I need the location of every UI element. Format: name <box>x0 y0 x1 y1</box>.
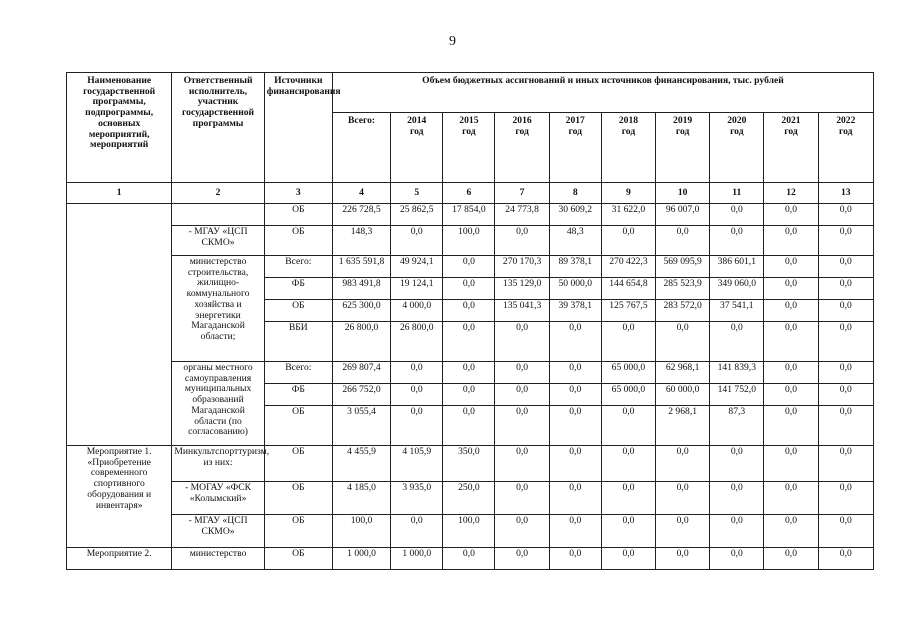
header-total: Всего: <box>332 113 390 183</box>
cell-value: 100,0 <box>443 226 495 256</box>
cell-value: 96 007,0 <box>656 204 710 226</box>
cell-total: 226 728,5 <box>332 204 390 226</box>
column-number: 6 <box>443 183 495 204</box>
column-number: 3 <box>264 183 332 204</box>
cell-value: 0,0 <box>549 548 601 570</box>
cell-total: 625 300,0 <box>332 300 390 322</box>
cell-value: 0,0 <box>710 226 764 256</box>
column-number: 4 <box>332 183 390 204</box>
cell-value: 37 541,1 <box>710 300 764 322</box>
cell-value: 31 622,0 <box>601 204 655 226</box>
cell-value: 0,0 <box>443 322 495 362</box>
table-row <box>67 256 874 278</box>
header-year-2014: 2014 год <box>391 113 443 183</box>
cell-value: 0,0 <box>495 362 549 384</box>
cell-value: 0,0 <box>549 384 601 406</box>
cell-value: 386 601,1 <box>710 256 764 278</box>
cell-value: 0,0 <box>601 446 655 482</box>
cell-value: 0,0 <box>391 362 443 384</box>
cell-value: 65 000,0 <box>601 384 655 406</box>
cell-value: 4 000,0 <box>391 300 443 322</box>
column-number: 8 <box>549 183 601 204</box>
cell-source: ОБ <box>264 226 332 256</box>
cell-value: 141 752,0 <box>710 384 764 406</box>
table-row <box>67 362 874 384</box>
column-number: 11 <box>710 183 764 204</box>
cell-value: 0,0 <box>818 322 873 362</box>
cell-value: 0,0 <box>391 226 443 256</box>
cell-value: 135 041,3 <box>495 300 549 322</box>
cell-total: 269 807,4 <box>332 362 390 384</box>
cell-value: 2 968,1 <box>656 406 710 446</box>
cell-value: 1 000,0 <box>391 548 443 570</box>
cell-value: 0,0 <box>764 548 818 570</box>
cell-total: 983 491,8 <box>332 278 390 300</box>
cell-value: 0,0 <box>549 446 601 482</box>
cell-executor: органы местного самоуправления муниципальных образований Магаданской области (по согласованию) <box>172 362 264 446</box>
cell-value: 0,0 <box>443 362 495 384</box>
cell-value: 0,0 <box>710 446 764 482</box>
cell-value: 0,0 <box>764 384 818 406</box>
cell-total: 4 185,0 <box>332 482 390 515</box>
header-year-2021: 2021 год <box>764 113 818 183</box>
cell-total: 1 635 591,8 <box>332 256 390 278</box>
cell-source: ОБ <box>264 204 332 226</box>
cell-value: 0,0 <box>549 482 601 515</box>
cell-value: 0,0 <box>495 482 549 515</box>
cell-value: 270 422,3 <box>601 256 655 278</box>
cell-value: 285 523,9 <box>656 278 710 300</box>
cell-value: 0,0 <box>818 482 873 515</box>
column-number-row <box>67 183 874 204</box>
column-number: 7 <box>495 183 549 204</box>
cell-value: 0,0 <box>764 362 818 384</box>
cell-executor: Минкультспорттуризм, из них: <box>172 446 264 482</box>
column-number: 10 <box>656 183 710 204</box>
cell-value: 144 654,8 <box>601 278 655 300</box>
cell-value: 250,0 <box>443 482 495 515</box>
cell-value: 0,0 <box>764 446 818 482</box>
cell-value: 26 800,0 <box>391 322 443 362</box>
cell-value: 0,0 <box>818 204 873 226</box>
cell-value: 125 767,5 <box>601 300 655 322</box>
cell-value: 0,0 <box>818 515 873 548</box>
cell-value: 0,0 <box>443 406 495 446</box>
cell-value: 0,0 <box>818 278 873 300</box>
cell-value: 0,0 <box>818 300 873 322</box>
cell-value: 0,0 <box>443 278 495 300</box>
cell-value: 0,0 <box>495 322 549 362</box>
cell-value: 0,0 <box>818 446 873 482</box>
cell-value: 0,0 <box>601 515 655 548</box>
budget-table <box>66 72 874 570</box>
cell-value: 48,3 <box>549 226 601 256</box>
cell-value: 0,0 <box>495 226 549 256</box>
cell-value: 49 924,1 <box>391 256 443 278</box>
cell-value: 270 170,3 <box>495 256 549 278</box>
cell-value: 100,0 <box>443 515 495 548</box>
cell-value: 0,0 <box>818 548 873 570</box>
header-year-2022: 2022 год <box>818 113 873 183</box>
cell-executor <box>172 204 264 226</box>
cell-program-name: Мероприятие 2. <box>67 548 172 570</box>
cell-value: 30 609,2 <box>549 204 601 226</box>
cell-value: 0,0 <box>710 515 764 548</box>
header-executor: Ответственный исполнитель, участник государственной программы <box>172 73 264 183</box>
header-year-2015: 2015 год <box>443 113 495 183</box>
cell-value: 283 572,0 <box>656 300 710 322</box>
table-row <box>67 446 874 482</box>
table-row <box>67 548 874 570</box>
header-name: Наименование государственной программы, подпрограммы, основных мероприятий, мероприятий <box>67 73 172 183</box>
cell-value: 0,0 <box>710 204 764 226</box>
header-year-2018: 2018 год <box>601 113 655 183</box>
cell-value: 0,0 <box>710 322 764 362</box>
cell-value: 0,0 <box>656 515 710 548</box>
cell-source: Всего: <box>264 256 332 278</box>
cell-program-name <box>67 204 172 446</box>
cell-value: 3 935,0 <box>391 482 443 515</box>
header-year-2020: 2020 год <box>710 113 764 183</box>
header-volume: Объем бюджетных ассигнований и иных источников финансирования, тыс. рублей <box>332 73 873 113</box>
cell-value: 0,0 <box>764 256 818 278</box>
cell-value: 0,0 <box>495 548 549 570</box>
cell-value: 0,0 <box>443 384 495 406</box>
cell-value: 0,0 <box>495 515 549 548</box>
cell-value: 0,0 <box>764 300 818 322</box>
cell-value: 0,0 <box>549 406 601 446</box>
cell-program-name: Мероприятие 1. «Приобретение современного спортивного оборудования и инвентаря» <box>67 446 172 548</box>
cell-value: 0,0 <box>764 482 818 515</box>
header-year-2017: 2017 год <box>549 113 601 183</box>
page-number: 9 <box>449 34 456 49</box>
cell-value: 0,0 <box>549 515 601 548</box>
header-year-2019: 2019 год <box>656 113 710 183</box>
cell-value: 0,0 <box>656 548 710 570</box>
table-row <box>67 515 874 548</box>
cell-total: 3 055,4 <box>332 406 390 446</box>
cell-value: 0,0 <box>818 384 873 406</box>
cell-value: 0,0 <box>764 515 818 548</box>
cell-executor: министерство строительства, жилищно-коммунального хозяйства и энергетики Магаданской области; <box>172 256 264 362</box>
cell-source: ВБИ <box>264 322 332 362</box>
cell-value: 4 105,9 <box>391 446 443 482</box>
cell-value: 0,0 <box>764 322 818 362</box>
cell-source: ОБ <box>264 548 332 570</box>
cell-value: 0,0 <box>391 406 443 446</box>
cell-value: 0,0 <box>818 256 873 278</box>
cell-source: ОБ <box>264 446 332 482</box>
cell-value: 0,0 <box>549 322 601 362</box>
cell-value: 0,0 <box>391 384 443 406</box>
cell-source: ФБ <box>264 384 332 406</box>
cell-value: 0,0 <box>601 322 655 362</box>
cell-value: 62 968,1 <box>656 362 710 384</box>
cell-value: 24 773,8 <box>495 204 549 226</box>
cell-value: 569 095,9 <box>656 256 710 278</box>
cell-source: ФБ <box>264 278 332 300</box>
cell-value: 0,0 <box>601 482 655 515</box>
cell-source: ОБ <box>264 482 332 515</box>
cell-value: 50 000,0 <box>549 278 601 300</box>
cell-value: 0,0 <box>443 256 495 278</box>
cell-value: 0,0 <box>818 226 873 256</box>
cell-total: 4 455,9 <box>332 446 390 482</box>
cell-value: 0,0 <box>549 362 601 384</box>
table-row <box>67 482 874 515</box>
cell-value: 25 862,5 <box>391 204 443 226</box>
cell-value: 0,0 <box>764 226 818 256</box>
cell-total: 1 000,0 <box>332 548 390 570</box>
cell-value: 141 839,3 <box>710 362 764 384</box>
header-source: Источники финансирования <box>264 73 332 183</box>
cell-executor: - МОГАУ «ФСК «Колымский» <box>172 482 264 515</box>
cell-source: ОБ <box>264 515 332 548</box>
cell-value: 0,0 <box>391 515 443 548</box>
table-row <box>67 204 874 226</box>
cell-value: 60 000,0 <box>656 384 710 406</box>
cell-executor: - МГАУ «ЦСП СКМО» <box>172 226 264 256</box>
cell-value: 0,0 <box>443 300 495 322</box>
cell-value: 17 854,0 <box>443 204 495 226</box>
header-year-2016: 2016 год <box>495 113 549 183</box>
cell-value: 65 000,0 <box>601 362 655 384</box>
cell-value: 87,3 <box>710 406 764 446</box>
cell-value: 0,0 <box>656 446 710 482</box>
cell-value: 135 129,0 <box>495 278 549 300</box>
cell-total: 148,3 <box>332 226 390 256</box>
cell-value: 0,0 <box>656 322 710 362</box>
column-number: 1 <box>67 183 172 204</box>
cell-value: 0,0 <box>710 482 764 515</box>
cell-total: 26 800,0 <box>332 322 390 362</box>
column-number: 12 <box>764 183 818 204</box>
cell-value: 0,0 <box>764 406 818 446</box>
table-row <box>67 226 874 256</box>
cell-value: 349 060,0 <box>710 278 764 300</box>
cell-value: 0,0 <box>818 362 873 384</box>
cell-value: 0,0 <box>764 278 818 300</box>
cell-source: Всего: <box>264 362 332 384</box>
cell-value: 0,0 <box>656 482 710 515</box>
cell-value: 0,0 <box>764 204 818 226</box>
cell-value: 89 378,1 <box>549 256 601 278</box>
cell-executor: министерство <box>172 548 264 570</box>
cell-value: 0,0 <box>495 384 549 406</box>
cell-value: 0,0 <box>601 226 655 256</box>
cell-value: 350,0 <box>443 446 495 482</box>
cell-total: 100,0 <box>332 515 390 548</box>
column-number: 2 <box>172 183 264 204</box>
cell-value: 39 378,1 <box>549 300 601 322</box>
cell-executor: - МГАУ «ЦСП СКМО» <box>172 515 264 548</box>
cell-value: 19 124,1 <box>391 278 443 300</box>
cell-value: 0,0 <box>710 548 764 570</box>
cell-value: 0,0 <box>601 406 655 446</box>
cell-value: 0,0 <box>818 406 873 446</box>
cell-source: ОБ <box>264 300 332 322</box>
cell-value: 0,0 <box>495 446 549 482</box>
column-number: 5 <box>391 183 443 204</box>
table-body <box>67 204 874 570</box>
cell-value: 0,0 <box>443 548 495 570</box>
cell-total: 266 752,0 <box>332 384 390 406</box>
cell-source: ОБ <box>264 406 332 446</box>
column-number: 13 <box>818 183 873 204</box>
column-number: 9 <box>601 183 655 204</box>
cell-value: 0,0 <box>495 406 549 446</box>
cell-value: 0,0 <box>656 226 710 256</box>
cell-value: 0,0 <box>601 548 655 570</box>
